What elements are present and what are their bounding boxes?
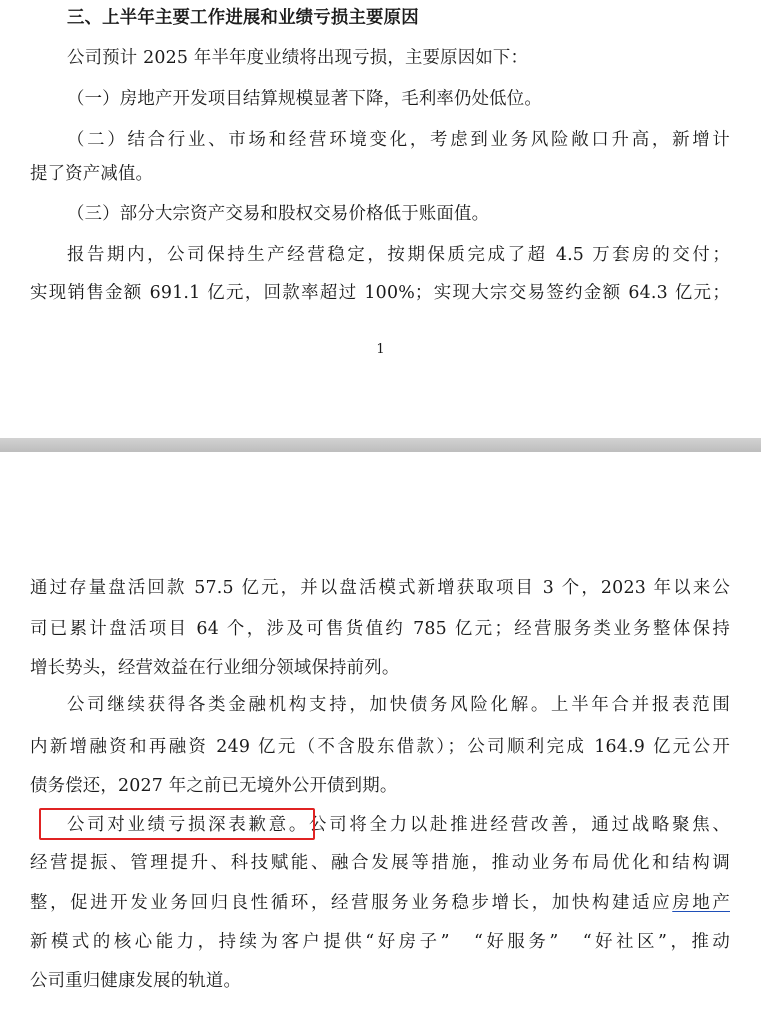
plan-paragraph-line-5: 公司重归健康发展的轨道。 <box>30 971 242 991</box>
plan-paragraph-line-3 <box>30 890 730 916</box>
finance-paragraph-line-3: 债务偿还，2027 年之前已无境外公开债到期。 <box>30 776 398 796</box>
apology-sentence: 公司对业绩亏损深表歉意。 <box>67 815 310 835</box>
reason-item-2-line-1: （二）结合行业、市场和经营环境变化，考虑到业务风险敞口升高，新增计 <box>67 130 730 150</box>
continuation-line-3: 增长势头，经营效益在行业细分领域保持前列。 <box>30 658 400 678</box>
page-number: 1 <box>376 342 385 357</box>
section-heading: 三、上半年主要工作进展和业绩亏损主要原因 <box>67 8 419 28</box>
plan-line-3-text: 整，促进开发业务回归良性循环，经营服务业务稳步增长，加快构建适应 <box>30 893 673 913</box>
plan-paragraph-line-2: 经营提振、管理提升、科技赋能、融合发展等措施，推动业务布局优化和结构调 <box>30 853 730 873</box>
plan-sentence-start: 公司将全力以赴推进经营改善，通过战略聚焦、 <box>309 815 730 835</box>
plan-paragraph-line-4: 新模式的核心能力，持续为客户提供“好房子” “好服务” “好社区”，推动 <box>30 932 730 952</box>
intro-paragraph: 公司预计 2025 年半年度业绩将出现亏损，主要原因如下： <box>67 48 529 68</box>
document-page-1 <box>0 0 761 438</box>
real-estate-underlined-text: 房地产 <box>672 893 730 913</box>
reason-item-3: （三）部分大宗资产交易和股权交易价格低于账面值。 <box>67 204 490 224</box>
finance-paragraph-line-1: 公司继续获得各类金融机构支持，加快债务风险化解。上半年合并报表范围 <box>67 695 730 715</box>
continuation-line-1: 通过存量盘活回款 57.5 亿元，并以盘活模式新增获取项目 3 个，2023 年以来公 <box>30 578 730 598</box>
finance-paragraph-line-2: 内新增融资和再融资 249 亿元（不含股东借款）；公司顺利完成 164.9 亿元公开 <box>30 737 730 757</box>
continuation-line-2: 司已累计盘活项目 64 个，涉及可售货值约 785 亿元；经营服务类业务整体保持 <box>30 619 730 639</box>
report-paragraph-line-1: 报告期内，公司保持生产经营稳定，按期保质完成了超 4.5 万套房的交付； <box>67 245 730 265</box>
report-paragraph-line-2: 实现销售金额 691.1 亿元，回款率超过 100%；实现大宗交易签约金额 64.3 亿元； <box>30 283 730 303</box>
reason-item-2-line-2: 提了资产减值。 <box>30 164 154 184</box>
page-separator <box>0 438 761 452</box>
reason-item-1: （一）房地产开发项目结算规模显著下降，毛利率仍处低位。 <box>67 89 542 109</box>
apology-highlight-box <box>39 808 315 840</box>
